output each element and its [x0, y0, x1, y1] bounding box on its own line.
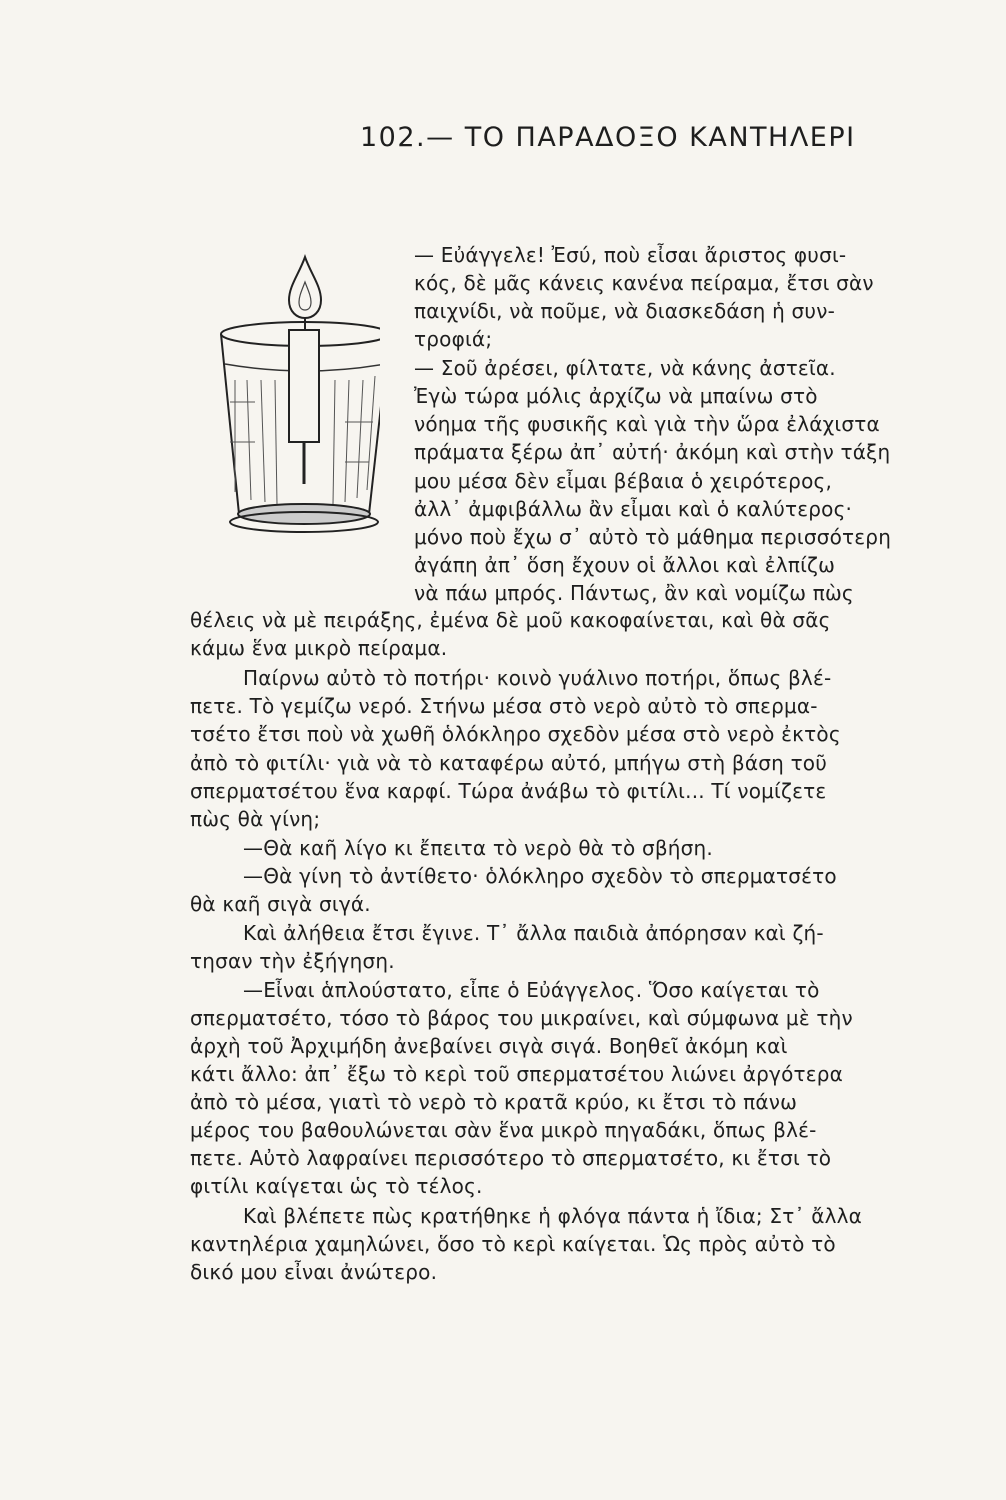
text-line: μου μέσα δὲν εἶμαι βέβαια ὁ χειρότερος, — [414, 469, 832, 493]
text-line: πετε. Τὸ γεμίζω νερό. Στήνω μέσα στὸ νερὸ αὐτὸ τὸ σπερμα- — [190, 694, 818, 718]
text-line: τσέτο ἔτσι ποὺ νὰ χωθῆ ὁλόκληρο σχεδὸν μέσα στὸ νερὸ ἐκτὸς — [190, 722, 841, 746]
text-line: θέλεις νὰ μὲ πειράξης, ἐμένα δὲ μοῦ κακοφαίνεται, καὶ θὰ σᾶς — [190, 608, 831, 632]
candle-in-glass-icon — [205, 252, 380, 542]
text-line: Ἐγὼ τώρα μόλις ἀρχίζω νὰ μπαίνω στὸ — [414, 384, 818, 408]
text-line: —Θὰ καῆ λίγο κι ἔπειτα τὸ νερὸ θὰ τὸ σβήση. — [243, 836, 713, 860]
text-line: κάτι ἄλλο: ἀπ᾽ ἔξω τὸ κερὶ τοῦ σπερματσέτου λιώνει ἀργότερα — [190, 1062, 844, 1086]
text-line: Παίρνω αὐτὸ τὸ ποτήρι· κοινὸ γυάλινο ποτήρι, ὅπως βλέ- — [243, 666, 832, 690]
text-line: σπερματσέτου ἕνα καρφί. Τώρα ἀνάβω τὸ φιτίλι... Τί νομίζετε — [190, 779, 827, 803]
text-line: μόνο ποὺ ἔχω σ᾽ αὐτὸ τὸ μάθημα περισσότερη — [414, 525, 892, 549]
text-line: κός, δὲ μᾶς κάνεις κανένα πείραμα, ἔτσι σὰν — [414, 271, 874, 295]
text-line: σπερματσέτο, τόσο τὸ βάρος του μικραίνει, καὶ σύμφωνα μὲ τὴν — [190, 1006, 853, 1030]
text-line: πὼς θὰ γίνη; — [190, 807, 321, 831]
text-line: — Σοῦ ἀρέσει, φίλτατε, νὰ κάνης ἀστεῖα. — [414, 356, 836, 380]
text-line: — Εὐάγγελε! Ἐσύ, ποὺ εἶσαι ἄριστος φυσι- — [414, 243, 847, 267]
text-line: νόημα τῆς φυσικῆς καὶ γιὰ τὴν ὥρα ἐλάχιστα — [414, 412, 880, 436]
text-line: τησαν τὴν ἐξήγηση. — [190, 949, 395, 973]
text-line: παιχνίδι, νὰ ποῦμε, νὰ διασκεδάση ἡ συν- — [414, 299, 835, 323]
text-line: δικό μου εἶναι ἀνώτερο. — [190, 1260, 438, 1284]
text-line: ἀπὸ τὸ φιτίλι· γιὰ νὰ τὸ καταφέρω αὐτό, μπήγω στὴ βάση τοῦ — [190, 751, 828, 775]
text-line: φιτίλι καίγεται ὡς τὸ τέλος. — [190, 1174, 483, 1198]
text-line: νὰ πάω μπρός. Πάντως, ἂν καὶ νομίζω πὼς — [414, 581, 854, 605]
text-line: μέρος του βαθουλώνεται σὰν ἕνα μικρὸ πηγαδάκι, ὅπως βλέ- — [190, 1118, 817, 1142]
text-line: καντηλέρια χαμηλώνει, ὅσο τὸ κερὶ καίγεται. Ὡς πρὸς αὐτὸ τὸ — [190, 1232, 836, 1256]
text-line: πετε. Αὐτὸ λαφραίνει περισσότερο τὸ σπερματσέτο, κι ἔτσι τὸ — [190, 1146, 832, 1170]
text-line: —Θὰ γίνη τὸ ἀντίθετο· ὁλόκληρο σχεδὸν τὸ σπερματσέτο — [243, 864, 837, 888]
text-line: ἀρχὴ τοῦ Ἀρχιμήδη ἀνεβαίνει σιγὰ σιγά. Βοηθεῖ ἀκόμη καὶ — [190, 1034, 788, 1058]
text-line: —Εἶναι ἁπλούστατο, εἶπε ὁ Εὐάγγελος. Ὅσο καίγεται τὸ — [243, 978, 820, 1002]
text-line: ἀλλ᾽ ἀμφιβάλλω ἂν εἶμαι καὶ ὁ καλύτερος· — [414, 497, 853, 521]
text-line: ἀπὸ τὸ μέσα, γιατὶ τὸ νερὸ τὸ κρατᾶ κρύο, κι ἔτσι τὸ πάνω — [190, 1090, 798, 1114]
text-line: κάμω ἕνα μικρὸ πείραμα. — [190, 636, 448, 660]
page-title: 102.— ΤΟ ΠΑΡΑΔΟΞΟ ΚΑΝΤΗΛΕΡΙ — [360, 122, 856, 153]
text-line: Καὶ ἀλήθεια ἔτσι ἔγινε. Τ᾽ ἄλλα παιδιὰ ἀπόρησαν καὶ ζή- — [243, 921, 824, 945]
text-line: ἀγάπη ἀπ᾽ ὅση ἔχουν οἱ ἄλλοι καὶ ἐλπίζω — [414, 553, 836, 577]
text-line: πράματα ξέρω ἀπ᾽ αὐτή· ἀκόμη καὶ στὴν τάξη — [414, 440, 891, 464]
text-line: Καὶ βλέπετε πὼς κρατήθηκε ἡ φλόγα πάντα ἡ ἴδια; Στ᾽ ἄλλα — [243, 1204, 863, 1228]
text-line: θὰ καῆ σιγὰ σιγά. — [190, 892, 371, 916]
text-line: τροφιά; — [414, 327, 493, 351]
